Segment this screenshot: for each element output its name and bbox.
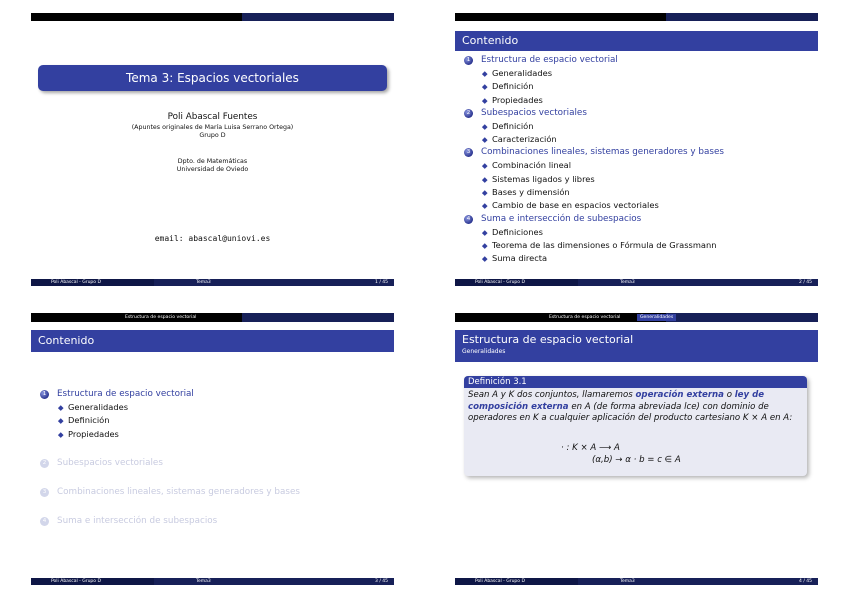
outline-section[interactable]: 4 Suma e intersección de subespacios [38,515,300,528]
footer-author: Poli Abascal - Grupo D [475,280,525,285]
footer-author: Poli Abascal - Grupo D [51,579,101,584]
outline-subsection[interactable]: Propiedades [38,428,194,441]
outline-subsection[interactable]: Sistemas ligados y libres [462,173,724,186]
footer [31,578,394,585]
page-number: 2 / 45 [799,280,812,285]
top-strip [455,13,818,21]
footer-title: Tema3 [620,280,635,285]
outline-section[interactable]: 3 Combinaciones lineales, sistemas generadores y bases [462,146,724,159]
nav-subsection-link[interactable]: Generalidades [637,314,676,321]
section-number: 2 [464,109,473,118]
definition-text: Sean A y K dos conjuntos, llamaremos operación externa o ley de composición externa en A (de forma abreviada lce) con dominio de operadores en K a cualquier aplicación del producto cartesiano K × A en A: [468,390,793,424]
frame-subtitle: Generalidades [462,348,506,355]
footer-title: Tema3 [620,579,635,584]
term-ley-composicion: ley de composición externa [468,390,765,412]
slide-1 [31,13,394,286]
outline [38,388,194,441]
page-number: 3 / 45 [375,579,388,584]
section-number: 1 [464,56,473,65]
outline-subsection[interactable]: Combinación lineal [462,159,724,172]
outline [462,54,724,266]
outline-subsection[interactable]: Cambio de base en espacios vectoriales [462,199,724,212]
presentation-title: Tema 3: Espacios vectoriales [38,65,387,91]
department: Dpto. de Matemáticas [177,158,248,165]
map-line-1: · : K × A ⟶ A [561,443,620,453]
outline-subsection[interactable]: Teorema de las dimensiones o Fórmula de Grassmann [462,239,724,252]
outline-subsection[interactable]: Bases y dimensión [462,186,724,199]
frame-title: Estructura de espacio vectorial [462,333,634,346]
section-number: 3 [40,488,49,497]
definition-block [464,376,807,476]
outline-subsection[interactable]: Definición [462,80,724,93]
outline-section[interactable]: 1 Estructura de espacio vectorial [38,388,194,401]
footer [31,279,394,286]
outline-subsection[interactable]: Definiciones [462,226,724,239]
page-number: 1 / 45 [375,280,388,285]
section-number: 3 [464,148,473,157]
slide-3 [31,313,394,585]
frame-title-bar [455,330,818,362]
outline-section[interactable]: 4 Suma e intersección de subespacios [462,213,724,226]
section-number: 1 [40,390,49,399]
top-strip [31,13,394,21]
outline-section[interactable]: 3 Combinaciones lineales, sistemas generadores y bases [38,486,300,499]
slide-4 [455,313,818,585]
term-operacion-externa: operación externa [635,390,724,400]
footer-title: Tema3 [196,280,211,285]
outline-subsection[interactable]: Generalidades [38,401,194,414]
definition-title: Definición 3.1 [464,376,807,388]
footer-author: Poli Abascal - Grupo D [51,280,101,285]
outline-subsection[interactable]: Definición [462,120,724,133]
footer-author: Poli Abascal - Grupo D [475,579,525,584]
author-name: Poli Abascal Fuentes [167,112,258,122]
nav-bar [455,313,818,322]
section-number: 2 [40,459,49,468]
outline-subsection[interactable]: Propiedades [462,94,724,107]
section-number: 4 [464,215,473,224]
author-note: (Apuntes originales de María Luisa Serrano Ortega) [131,124,294,131]
outline-subsection[interactable]: Suma directa [462,252,724,265]
frame-title: Contenido [455,31,818,51]
outline-faded [38,457,300,528]
nav-bar [31,313,394,322]
group: Grupo D [199,132,226,139]
outline-section[interactable]: 2 Subespacios vectoriales [38,457,300,470]
map-line-2: (α,b) → α · b = c ∈ A [592,455,681,465]
outline-section[interactable]: 1 Estructura de espacio vectorial [462,54,724,67]
slide-2 [455,13,818,286]
outline-subsection[interactable]: Generalidades [462,67,724,80]
footer-title: Tema3 [196,579,211,584]
email: email: abascal@uniovi.es [154,234,271,243]
nav-section-link[interactable]: Estructura de espacio vectorial [125,315,197,320]
outline-subsection[interactable]: Caracterización [462,133,724,146]
nav-section-link[interactable]: Estructura de espacio vectorial [549,315,621,320]
frame-title: Contenido [31,330,394,352]
footer [455,578,818,585]
outline-subsection[interactable]: Definición [38,414,194,427]
section-number: 4 [40,517,49,526]
page-number: 4 / 45 [799,579,812,584]
outline-section[interactable]: 2 Subespacios vectoriales [462,107,724,120]
university: Universidad de Oviedo [176,166,249,173]
footer [455,279,818,286]
